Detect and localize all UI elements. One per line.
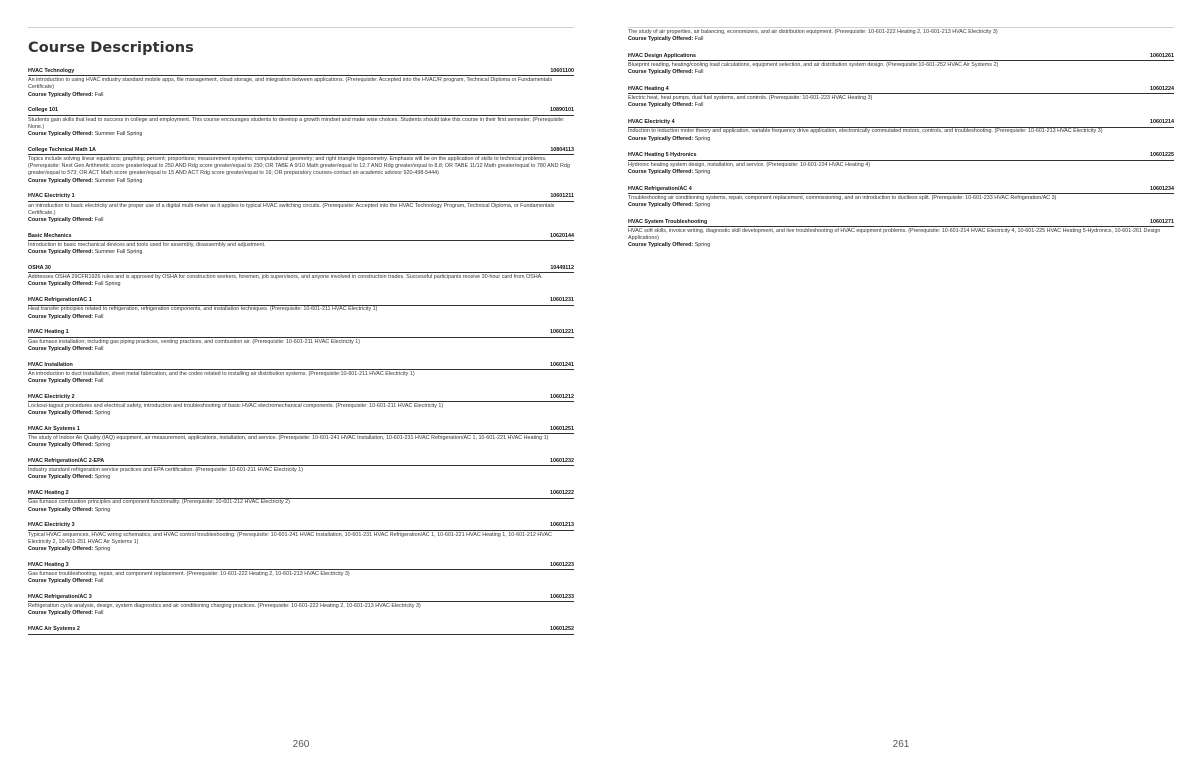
offered-terms: Fall [94,377,104,384]
offered-label: Course Typically Offered: [628,36,694,42]
course-header [28,490,574,498]
course-description: HVAC soft skills, invoice writing, diagnostic skill development, and live troubleshooting of HVAC equipment problems. (Prerequisite: 10-601-214 HVAC Electricity 4, 10-601-225 HVAC Heating 5-Hydronics, 10-601-261 Design Applications) [628,227,1161,242]
course-code: 10601225 [1150,152,1174,159]
course-title: HVAC Refrigeration/AC 2-EPA [28,458,105,465]
course-description: Students gain skills that lead to success in college and employment. This course encourages students to develop a growth mindset and make wise choices. Students should take this course in their first semester. (Prerequisite: None.) [28,116,565,130]
offered-terms: Fall [94,578,104,585]
course-code: 10804113 [550,146,574,153]
course-entry [628,152,1174,176]
course-code: 10601100 [550,68,574,74]
course-header [28,68,574,76]
course-header [28,594,574,602]
course-header [28,297,574,305]
offered-label: Course Typically Offered: [28,216,94,223]
course-code: 10601261 [1150,52,1174,59]
course-offered [28,178,574,185]
course-description: Typical HVAC sequences, HVAC wiring schematics, and HVAC control troubleshooting. (Prerequisite: 10-601-241 HVAC Installation, 10-601-231 HVAC Refrigeration/AC 1, 10-601-221 HVAC Heating 1, 10-601-212 HVAC Electricity 2, 10-601-251 HVAC Air Systems 1) [28,531,552,545]
course-offered [28,546,574,553]
offered-label: Course Typically Offered: [28,177,94,184]
offered-label: Course Typically Offered: [628,102,694,109]
course-entry [28,147,574,185]
course-header [28,329,574,337]
course-code: 10890101 [550,107,574,114]
course-description: The study of air properties, air balancing, economizers, and air distribution equipment. (Prerequisite: 10-601-222 Heating 2, 10-601-213 HVAC Electricity 3) [628,28,998,35]
course-title: HVAC Electricity 3 [28,522,75,529]
course-entry [628,186,1174,210]
course-code: 10601212 [550,393,574,400]
course-entry [28,562,574,586]
course-title: HVAC Air Systems 1 [28,425,80,432]
course-title: HVAC Electricity 1 [28,193,75,200]
course-offered [28,249,574,256]
course-code: 10601232 [550,458,574,465]
course-header [28,626,574,634]
course-entry [28,265,574,289]
course-description: Heat transfer principles related to refrigeration, refrigeration components, and installation techniques. (Prerequisite: 10-601-211 HVAC Electricity 1) [28,306,378,313]
course-code: 10601222 [550,490,574,497]
offered-terms: Spring [694,168,711,175]
course-entry [28,626,574,634]
offered-label: Course Typically Offered: [28,313,94,320]
course-code: 10601234 [1150,185,1174,192]
left-page [28,0,574,776]
offered-terms: Spring [94,506,111,513]
course-offered [28,346,574,353]
offered-label: Course Typically Offered: [628,201,694,208]
offered-terms: Summer Fall Spring [94,130,143,137]
course-entry [28,329,574,353]
offered-label: Course Typically Offered: [28,546,94,553]
course-description: Topics include solving linear equations; graphing; percent; proportions; measurement systems; computational geometry; and right triangle trigonometry. Emphasis will be on the application of skills to technical problems. (Prerequisite: Next Gen Arithmetic score greater/equal to 250 AND Rdg score greater/equal to 250; OR TABE A 9/10 Math greater/equal to 12.7 AND Rdg greater/equal to 8.8; OR TABE 11/12 Math greater/equal to 780 AND Rdg greater/equal to 573; OR ACT Math score greater/equal to 15 AND ACT Rdg score greater/equal to 16; OR preparatory courses-contact an academic advisor 920-498-5444) [28,155,570,177]
offered-label: Course Typically Offered: [28,610,94,617]
offered-terms: Summer Fall Spring [94,177,143,184]
course-description: Introduction to basic mechanical devices and tools used for assembly, disassembly and adjustment. [28,241,266,248]
top-rule [28,27,574,28]
course-offered [28,378,574,385]
course-offered [28,610,574,617]
page-number: 260 [292,739,310,750]
course-offered [28,281,574,288]
course-offered [28,507,574,514]
offered-terms: Spring [94,442,111,449]
course-offered [628,242,1174,249]
offered-terms: Spring [94,474,111,481]
course-entry [628,53,1174,77]
course-description: An introduction to duct installation, sheet metal fabrication, and the codes related to installing air distribution systems. (Prerequisite:10-601-211 HVAC Electricity 1) [28,370,415,377]
course-code: 10449112 [550,264,574,271]
course-header [28,147,574,155]
course-code: 10601233 [550,594,574,601]
course-title: OSHA 30 [28,264,51,271]
course-continuation [628,29,1174,43]
offered-terms: Fall [94,216,104,223]
course-header [28,193,574,201]
course-code: 10601241 [550,361,574,368]
course-title: HVAC Technology [28,68,75,74]
offered-terms: Fall [94,91,104,98]
course-entry [28,490,574,514]
course-title: College 101 [28,107,58,114]
course-code: 10620144 [550,232,574,239]
offered-terms: Spring [94,410,111,417]
course-offered [628,36,1174,43]
course-code: 10601224 [1150,85,1174,92]
offered-label: Course Typically Offered: [28,442,94,449]
course-entry [28,426,574,450]
course-header [628,119,1174,127]
course-entry [28,193,574,224]
course-entry [28,297,574,321]
course-title: HVAC Heating 5 Hydronics [628,152,697,159]
course-description: an introduction to basic electricity and the proper use of a digital multi-meter as it applies to typical HVAC switching circuits. (Prerequisite: Accepted into the HVAC Technology Program, Technical Diploma, or Fundamentals Certificate.) [28,202,555,216]
course-list [28,68,574,643]
course-title: HVAC System Troubleshooting [628,218,708,225]
course-description: Blueprint reading, heating/cooling load calculations, equipment selection, and air distribution system design. (Prerequisite:10-601-252 HVAC Air Systems 2) [628,61,999,68]
course-header [28,362,574,370]
course-description: Gas furnace troubleshooting, repair, and component replacement. (Prerequisite: 10-601-222 Heating 2, 10-601-213 HVAC Electricity 3) [28,571,350,578]
offered-label: Course Typically Offered: [28,578,94,585]
course-entry [628,219,1174,250]
offered-terms: Fall [694,36,704,42]
course-description: Troubleshooting air conditioning systems, repair, component replacement, commissioning, and an introduction to ductless split. (Prerequisite: 10-601-233 HVAC Refrigeration/AC 3) [628,194,1057,201]
offered-label: Course Typically Offered: [28,377,94,384]
course-title: HVAC Heating 1 [28,329,69,336]
course-title: HVAC Heating 4 [628,85,669,92]
course-description: Gas furnace installation; including gas piping practices, venting practices, and combustion air. (Prerequisite: 10-601-211 HVAC Electricity 1) [28,338,361,345]
offered-terms: Spring [694,201,711,208]
course-offered [628,202,1174,209]
offered-terms: Fall [94,313,104,320]
offered-terms: Fall [694,102,704,109]
course-description: Induction to induction motor theory and application, variable frequency drive application, electronically commutated motors, controls, and troubleshooting. (Prerequisite: 10-601-213 HVAC Electricity 3) [628,128,1103,135]
offered-label: Course Typically Offered: [628,69,694,76]
course-entry [28,233,574,257]
course-description: Industry standard refrigeration service practices and EPA certification. (Prerequisite: 10-601-211 HVAC Electricity 1) [28,467,304,474]
course-title: HVAC Air Systems 2 [28,626,80,633]
course-entry [28,594,574,618]
course-title: HVAC Design Applications [628,52,696,59]
offered-label: Course Typically Offered: [628,242,694,249]
offered-label: Course Typically Offered: [28,249,94,256]
course-title: HVAC Heating 2 [28,490,69,497]
page-number: 261 [892,739,910,750]
offered-label: Course Typically Offered: [628,135,694,142]
offered-label: Course Typically Offered: [28,281,94,288]
course-offered [628,136,1174,143]
offered-terms: Fall Spring [94,281,121,288]
course-offered [28,474,574,481]
course-description: Electric heat, heat pumps, dual fuel systems, and controls. (Prerequisite: 10-601-223 HVAC Heating 3) [628,95,873,102]
course-code: 10601252 [550,626,574,633]
offered-terms: Spring [94,546,111,553]
course-entry [28,522,574,553]
course-header [28,107,574,115]
course-header [28,233,574,241]
offered-terms: Spring [694,135,711,142]
course-header [628,186,1174,194]
course-description: Lockout-tagout procedures and electrical safety, introduction and troubleshooting of basic HVAC electromechanical components. (Prerequisite: 10-601-211 HVAC Electricity 1) [28,402,444,409]
course-title: HVAC Electricity 2 [28,393,75,400]
course-offered [28,314,574,321]
course-offered [628,69,1174,76]
course-header [628,152,1174,160]
course-offered [28,217,574,224]
course-offered [28,442,574,449]
offered-label: Course Typically Offered: [28,410,94,417]
course-title: HVAC Refrigeration/AC 3 [28,594,92,601]
course-entry [628,119,1174,143]
offered-terms: Fall [94,610,104,617]
course-header [28,522,574,530]
course-description: Hydronic heating system design, installation, and service. (Prerequisite: 10-601-224 HVAC Heating 4) [628,161,871,168]
course-entry [628,86,1174,110]
course-entry [28,458,574,482]
page-heading: Course Descriptions [28,40,194,56]
course-description: Gas furnace combustion principles and component functionality. (Prerequisite: 10-601-212 HVAC Electricity 2) [28,499,290,506]
course-header [28,458,574,466]
offered-label: Course Typically Offered: [28,345,94,352]
course-code: 10601271 [1150,218,1174,225]
course-code: 10601214 [1150,119,1174,126]
offered-label: Course Typically Offered: [28,474,94,481]
course-title: HVAC Refrigeration/AC 4 [628,185,692,192]
course-entry [28,362,574,386]
offered-label: Course Typically Offered: [28,91,94,98]
offered-terms: Fall [94,345,104,352]
course-code: 10601251 [550,425,574,432]
course-entry [28,394,574,418]
course-entry [28,68,574,99]
course-list [628,28,1174,259]
course-code: 10601231 [550,297,574,304]
course-description: Addresses OSHA 29CFR1926 rules and is approved by OSHA for construction workers, foremen, job supervisors, and anyone involved in construction trades. Successful participants receive 30-hour card from OSHA. [28,274,543,281]
course-entry [28,107,574,138]
course-title: College Technical Math 1A [28,146,96,153]
course-offered [28,131,574,138]
course-title: HVAC Heating 3 [28,561,69,568]
course-code: 10601213 [550,522,574,529]
course-title: HVAC Electricity 4 [628,119,675,126]
course-offered [28,92,574,99]
course-offered [28,410,574,417]
course-code: 10601211 [550,193,574,200]
offered-terms: Summer Fall Spring [94,249,143,256]
course-code: 10601223 [550,561,574,568]
course-code: 10601221 [550,329,574,336]
right-page [628,0,1174,776]
course-description: The study of Indoor Air Quality (IAQ) equipment, air measurement, applications, installation, and service. (Prerequisite: 10-601-241 HVAC Installation, 10-601-231 HVAC Refrigeration/AC 1, 10-601-221 HVAC Heating 1) [28,435,549,442]
course-header [28,265,574,273]
course-title: HVAC Installation [28,361,73,368]
offered-terms: Fall [694,69,704,76]
offered-label: Course Typically Offered: [28,130,94,137]
course-title: HVAC Refrigeration/AC 1 [28,297,92,304]
course-header [628,219,1174,227]
offered-terms: Spring [694,242,711,249]
course-header [28,562,574,570]
course-description: Refrigeration cycle analysis, design, system diagnostics and air conditioning charging practices. (Prerequisite: 10-601-222 Heating 2, 10-601-213 HVAC Electricity 3) [28,603,421,610]
course-header [28,426,574,434]
course-description: An introduction to using HVAC industry standard mobile apps, file management, cloud storage, and integration between applications. (Prerequisite: Accepted into the HVAC/R program, Technical Diploma or Fundamentals Certificate) [28,77,553,91]
course-offered [628,169,1174,176]
course-offered [28,578,574,585]
offered-label: Course Typically Offered: [628,168,694,175]
course-header [628,53,1174,61]
offered-label: Course Typically Offered: [28,506,94,513]
course-title: Basic Mechanics [28,232,72,239]
course-header [28,394,574,402]
course-header [628,86,1174,94]
course-offered [628,102,1174,109]
